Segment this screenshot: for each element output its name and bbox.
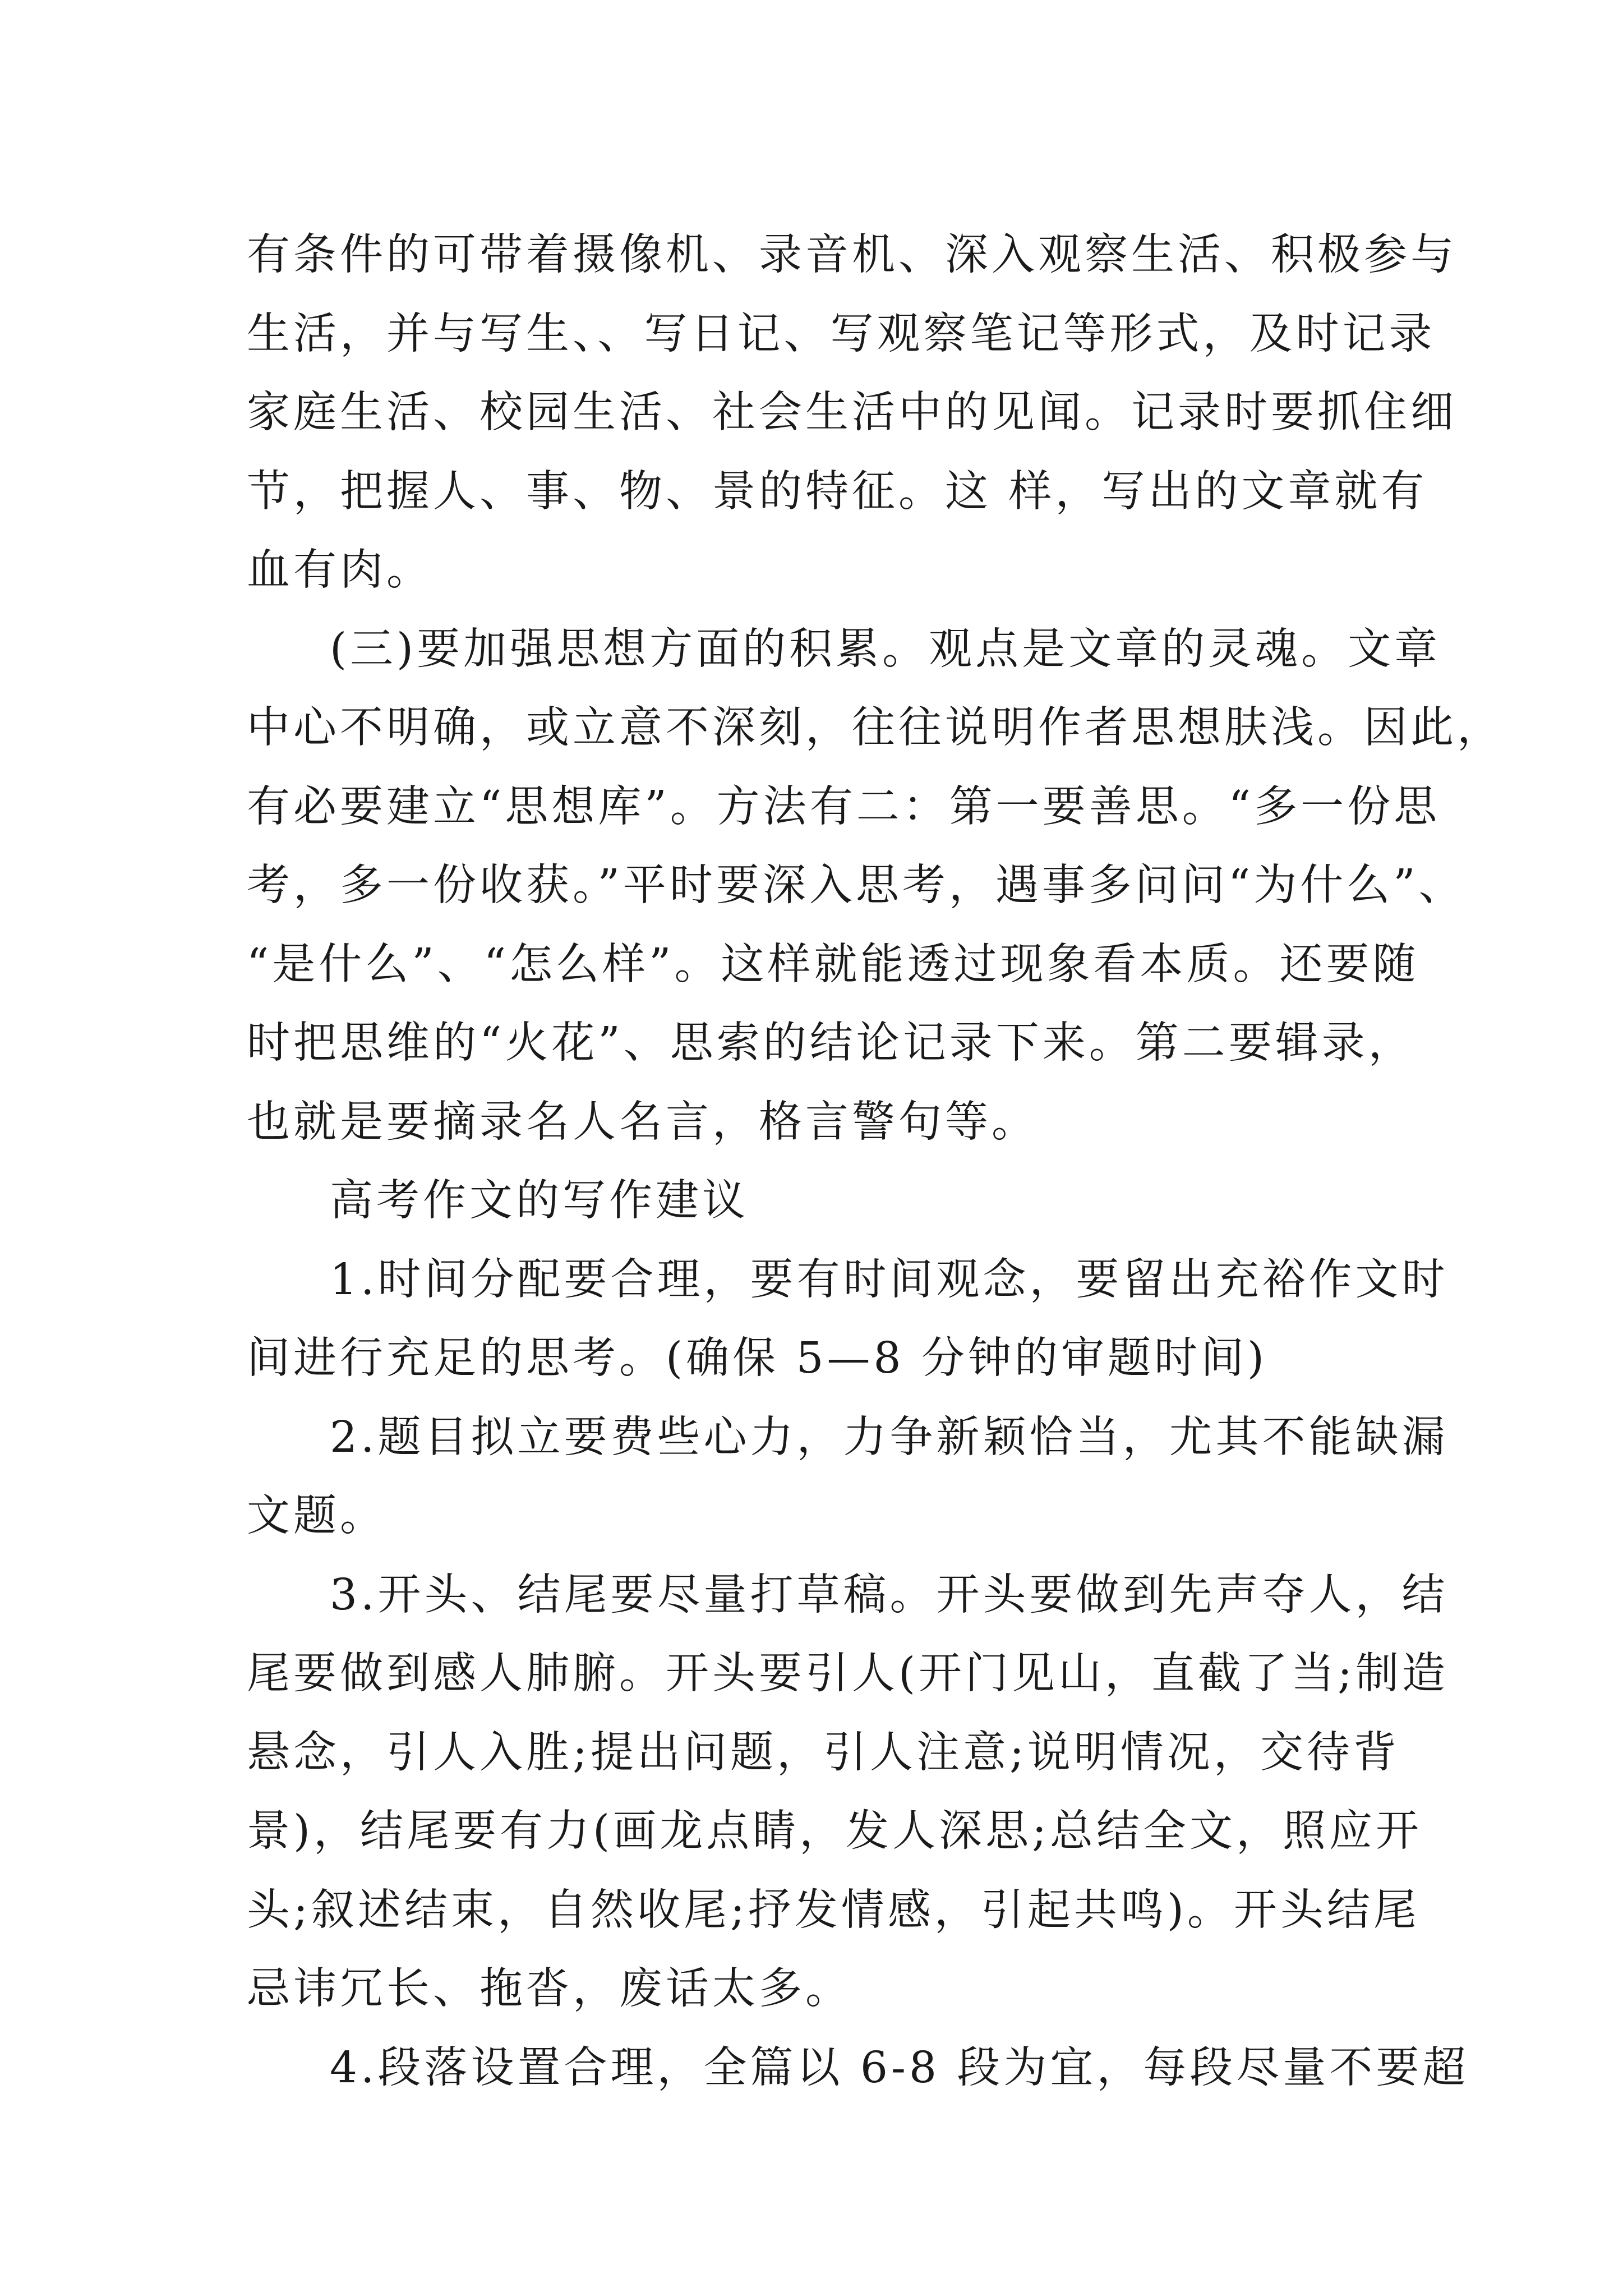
paragraph-start-line: 1.时间分配要合理，要有时间观念，要留出充裕作文时 xyxy=(330,1254,1449,1305)
paragraph-start-line: 3.开头、结尾要尽量打草稿。开头要做到先声夺人，结 xyxy=(330,1570,1449,1620)
section-heading: 高考作文的写作建议 xyxy=(330,1176,749,1226)
text-line: 悬念，引人入胜;提出问题，引人注意;说明情况，交待背 xyxy=(247,1727,1400,1778)
paragraph-start-line: 4.段落设置合理，全篇以 6-8 段为宜，每段尽量不要超 xyxy=(330,2042,1469,2093)
document-body xyxy=(247,216,1504,2108)
text-line: “是什么”、“怎么样”。这样就能透过现象看本质。还要随 xyxy=(247,939,1419,990)
text-line: 也就是要摘录名人名言，格言警句等。 xyxy=(247,1097,1038,1147)
text-line: 头;叙述结束，自然收尾;抒发情感，引起共鸣)。开头结尾 xyxy=(247,1885,1420,1935)
text-line: 间进行充足的思考。(确保 5—8 分钟的审题时间) xyxy=(247,1333,1268,1383)
text-line: 考，多一份收获。”平时要深入思考，遇事多问问“为什么”、 xyxy=(247,861,1465,910)
text-line: 景)，结尾要有力(画龙点睛，发人深思;总结全文，照应开 xyxy=(247,1806,1423,1856)
text-line: 中心不明确，或立意不深刻，往往说明作者思想肤浅。因此， xyxy=(247,703,1504,753)
text-line: 家庭生活、校园生活、社会生活中的见闻。记录时要抓住细 xyxy=(247,388,1457,438)
text-line: 忌讳冗长、拖沓，废话太多。 xyxy=(247,1964,852,2014)
paragraph-start-line: (三)要加强思想方面的积累。观点是文章的灵魂。文章 xyxy=(330,624,1441,674)
text-line: 文题。 xyxy=(247,1491,386,1541)
text-line: 生活，并与写生、、写日记、写观察笔记等形式，及时记录 xyxy=(247,309,1436,359)
text-line: 节，把握人、事、物、景的特征。这 样，写出的文章就有 xyxy=(247,466,1428,517)
text-line: 时把思维的“火花”、思索的结论记录下来。第二要辑录， xyxy=(247,1018,1415,1068)
text-line: 有必要建立“思想库”。方法有二：第一要善思。“多一份思 xyxy=(247,781,1441,832)
paragraph-start-line: 2.题目拟立要费些心力，力争新颖恰当，尤其不能缺漏 xyxy=(330,1412,1449,1462)
text-line: 有条件的可带着摄像机、录音机、深入观察生活、积极参与 xyxy=(247,230,1457,280)
text-line: 尾要做到感人肺腑。开头要引人(开门见山，直截了当;制造 xyxy=(247,1649,1449,1699)
text-line: 血有肉。 xyxy=(247,545,433,595)
